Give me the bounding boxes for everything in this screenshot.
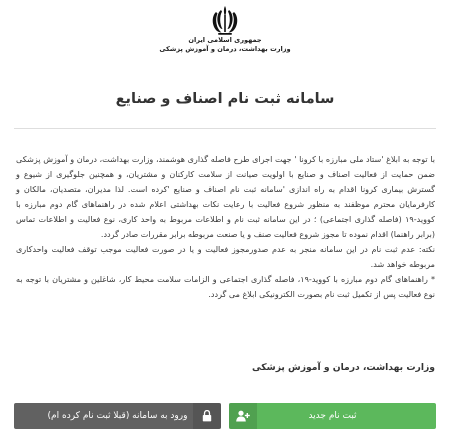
lock-icon: [193, 403, 221, 429]
new-registration-label: ثبت نام جدید: [308, 411, 357, 421]
login-label: ورود به سامانه (قبلا ثبت نام کرده ام): [47, 411, 188, 421]
notice-paragraph-main: با توجه به ابلاغ 'ستاد ملی مبارزه با کرونا ' جهت اجرای طرح فاصله گذاری هوشمند، وزارت بهداشت، درمان و آموزش پزشکی ضمن حمایت از فعالیت اصناف و صنایع با اولویت صیانت از سلامت کارکنان و مشتریان، و همچنین جلوگیری از شیوع و گسترش بیماری کرونا اقدام به راه اندازی 'سامانه ثبت نام اصناف و صنایع 'کرده است. لذا مدیران، متصدیان، مالکان و کارفرمایان محترم موظفند به منظور شروع فعالیت با رعایت نکات بهداشتی اعلام شده در راهنماهای گام دوم مبارزه با کووید-۱۹ (فاصله گذاری اجتماعی) ؛ در این سامانه ثبت نام و اطلاعات مربوط به واحد کاری، نوع فعالیت و اطلاعات تماس (برابر راهنما) اقدام نموده تا مجوز شروع فعالیت صنف و یا صنعت مربوطه برابر مقررات صادر گردد.: [16, 155, 435, 239]
login-button[interactable]: [14, 403, 221, 429]
iran-emblem-icon: [210, 4, 240, 36]
new-registration-button[interactable]: [229, 403, 436, 429]
ministry-logo: [0, 4, 450, 70]
notice-text: [16, 152, 435, 302]
add-user-icon: [229, 403, 257, 429]
seal-line-ministry: وزارت بهداشت، درمان و آموزش پزشکی: [159, 45, 291, 53]
notice-paragraph-guides: * راهنماهای گام دوم مبارزه با کووید-۱۹، فاصله گذاری اجتماعی و الزامات سلامت محیط کار، شاغلین و مشتریان با توجه به نوع فعالیت پس از تکمیل ثبت نام بصورت الکترونیکی ابلاغ می گردد.: [16, 275, 435, 299]
seal-line-country: جمهوری اسلامی ایران: [188, 36, 262, 44]
notice-paragraph-note: نکته: عدم ثبت نام در این سامانه منجر به عدم صدورمجوز فعالیت و یا در صورت فعالیت موجب توقف فعالیت واحدکاری مربوطه خواهد شد.: [16, 245, 435, 269]
divider: [14, 128, 436, 129]
page-title: سامانه ثبت نام اصناف و صنایع: [115, 91, 335, 107]
ministry-signoff: وزارت بهداشت، درمان و آموزش پزشکی: [252, 362, 435, 373]
